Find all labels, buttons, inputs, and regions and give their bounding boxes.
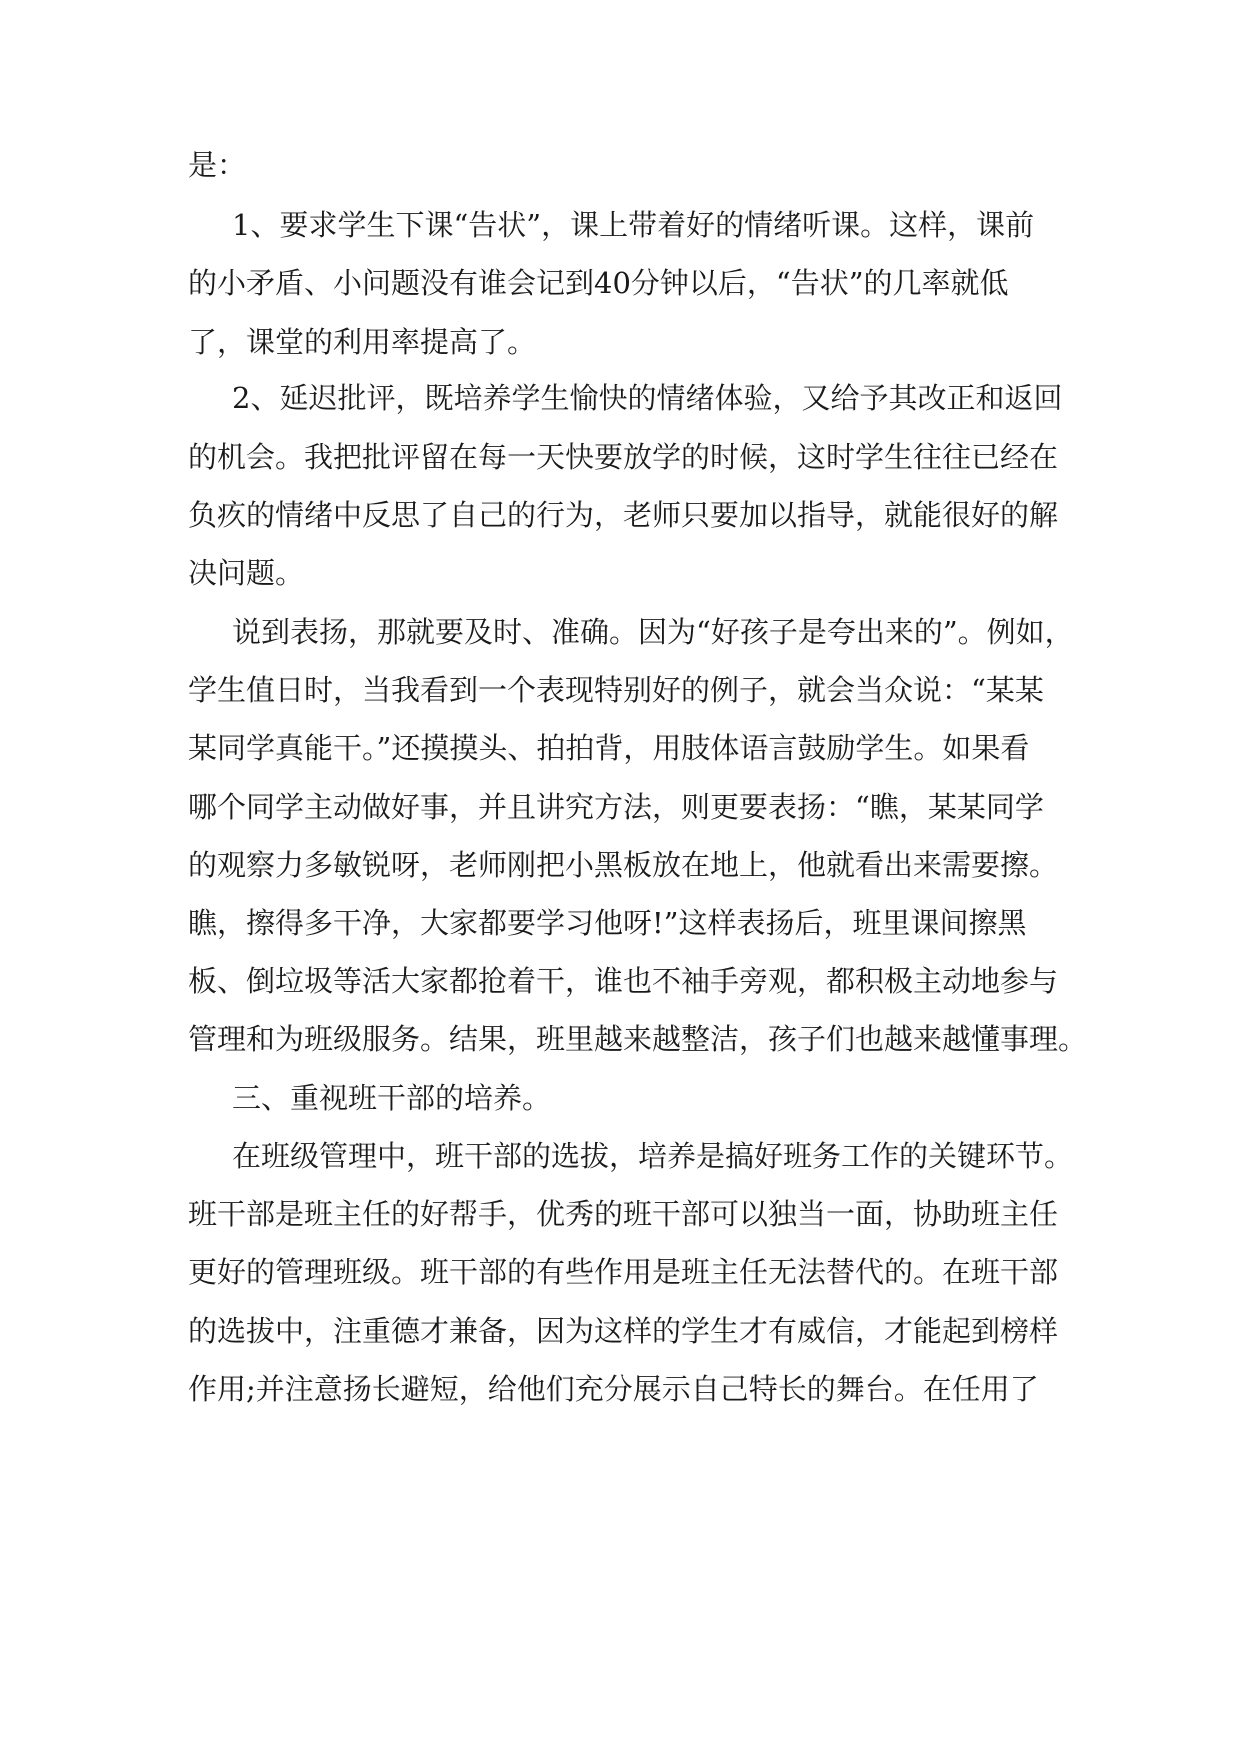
text-line: 1、要求学生下课“告状”，课上带着好的情绪听课。这样，课前 bbox=[232, 208, 1035, 242]
text-line: 决问题。 bbox=[188, 556, 305, 590]
text-line: 2、延迟批评，既培养学生愉快的情绪体验，又给予其改正和返回 bbox=[232, 381, 1063, 415]
text-line: 的选拔中，注重德才兼备，因为这样的学生才有威信，才能起到榜样 bbox=[188, 1314, 1059, 1348]
text-line: 管理和为班级服务。结果，班里越来越整洁，孩子们也越来越懂事理。 bbox=[188, 1022, 1088, 1056]
text-line: 负疚的情绪中反思了自己的行为，老师只要加以指导，就能很好的解 bbox=[188, 498, 1059, 532]
text-line: 班干部是班主任的好帮手，优秀的班干部可以独当一面，协助班主任 bbox=[188, 1197, 1059, 1231]
text-line: 是： bbox=[188, 148, 247, 182]
text-line: 的小矛盾、小问题没有谁会记到40分钟以后，“告状”的几率就低 bbox=[188, 266, 1009, 300]
text-line: 哪个同学主动做好事，并且讲究方法，则更要表扬：“瞧，某某同学 bbox=[188, 790, 1044, 824]
text-line: 了，课堂的利用率提高了。 bbox=[188, 325, 537, 359]
text-line: 更好的管理班级。班干部的有些作用是班主任无法替代的。在班干部 bbox=[188, 1255, 1059, 1289]
section-heading: 三、重视班干部的培养。 bbox=[232, 1081, 552, 1115]
text-line: 板、倒垃圾等活大家都抢着干，谁也不袖手旁观，都积极主动地参与 bbox=[188, 964, 1059, 998]
text-line: 作用;并注意扬长避短，给他们充分展示自己特长的舞台。在任用了 bbox=[188, 1372, 1039, 1406]
text-line: 瞧，擦得多干净，大家都要学习他呀!”这样表扬后，班里课间擦黑 bbox=[188, 906, 1027, 940]
text-line: 的机会。我把批评留在每一天快要放学的时候，这时学生往往已经在 bbox=[188, 440, 1059, 474]
text-line: 说到表扬，那就要及时、准确。因为“好孩子是夸出来的”。例如， bbox=[232, 615, 1074, 649]
text-line: 学生值日时，当我看到一个表现特别好的例子，就会当众说：“某某 bbox=[188, 673, 1044, 707]
text-line: 某同学真能干。”还摸摸头、拍拍背，用肢体语言鼓励学生。如果看 bbox=[188, 731, 1030, 765]
text-line: 在班级管理中，班干部的选拔，培养是搞好班务工作的关键环节。 bbox=[232, 1139, 1074, 1173]
text-line: 的观察力多敏锐呀，老师刚把小黑板放在地上，他就看出来需要擦。 bbox=[188, 848, 1059, 882]
